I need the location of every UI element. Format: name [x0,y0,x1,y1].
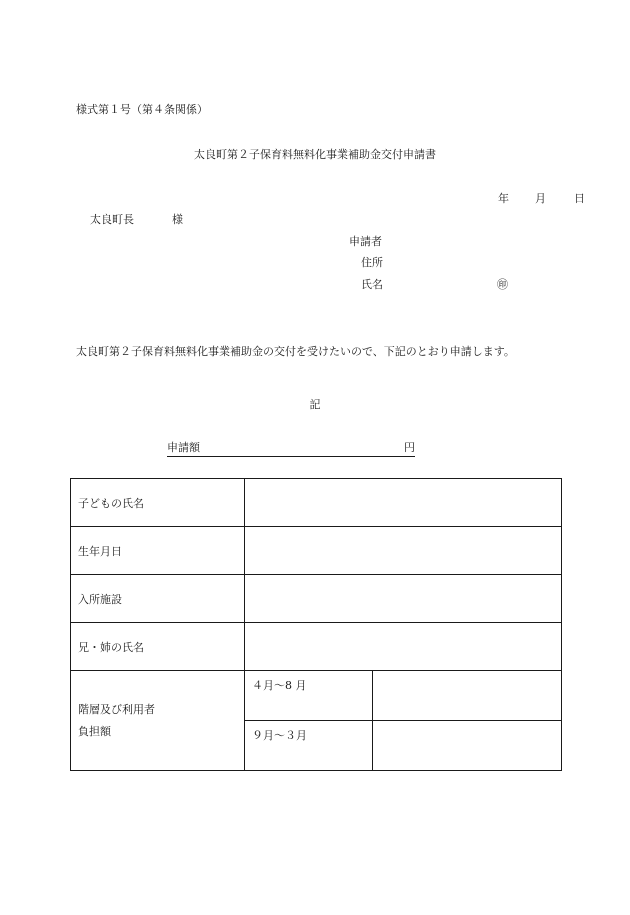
row-label-child-name: 子どもの氏名 [71,479,245,527]
addressee-honorific: 様 [172,213,183,226]
facility-field[interactable] [245,575,562,623]
application-detail-table [70,478,562,771]
burden-label-line1: 階層及び利用者 [78,702,155,716]
amount-label: 申請額 [167,441,200,454]
document-title: 太良町第２子保育料無料化事業補助金交付申請書 [194,148,436,161]
row-label-burden [71,671,245,771]
burden-label-line2: 負担額 [78,724,111,738]
name-label: 氏名 [361,278,383,291]
row-label-sibling-name: 兄・姉の氏名 [71,623,245,671]
row-label-birthdate: 生年月日 [71,527,245,575]
seal-mark: ㊞ [497,278,508,291]
application-statement: 太良町第２子保育料無料化事業補助金の交付を受けたいので、下記のとおり申請します。 [76,345,515,358]
table-row [71,623,562,671]
address-label: 住所 [361,256,383,269]
date-line [498,190,585,206]
date-day: 日 [574,192,585,205]
period-september-march: ９月～３月 [245,721,373,771]
burden-september-march-field[interactable] [373,721,562,771]
form-number: 様式第１号（第４条関係） [76,103,208,116]
table-row [71,575,562,623]
sibling-name-field[interactable] [245,623,562,671]
date-month: 月 [535,192,546,205]
amount-line [167,439,415,457]
table-row [71,527,562,575]
addressee-name: 太良町長 [90,213,134,226]
amount-unit: 円 [404,441,415,454]
birthdate-field[interactable] [245,527,562,575]
date-year: 年 [498,192,509,205]
child-name-field[interactable] [245,479,562,527]
period-april-august: ４月～8 月 [245,671,373,721]
addressee [90,211,183,227]
ki-heading: 記 [309,398,321,411]
burden-april-august-field[interactable] [373,671,562,721]
table-row [71,671,562,721]
applicant-label: 申請者 [349,235,382,248]
table-row [71,479,562,527]
row-label-facility: 入所施設 [71,575,245,623]
